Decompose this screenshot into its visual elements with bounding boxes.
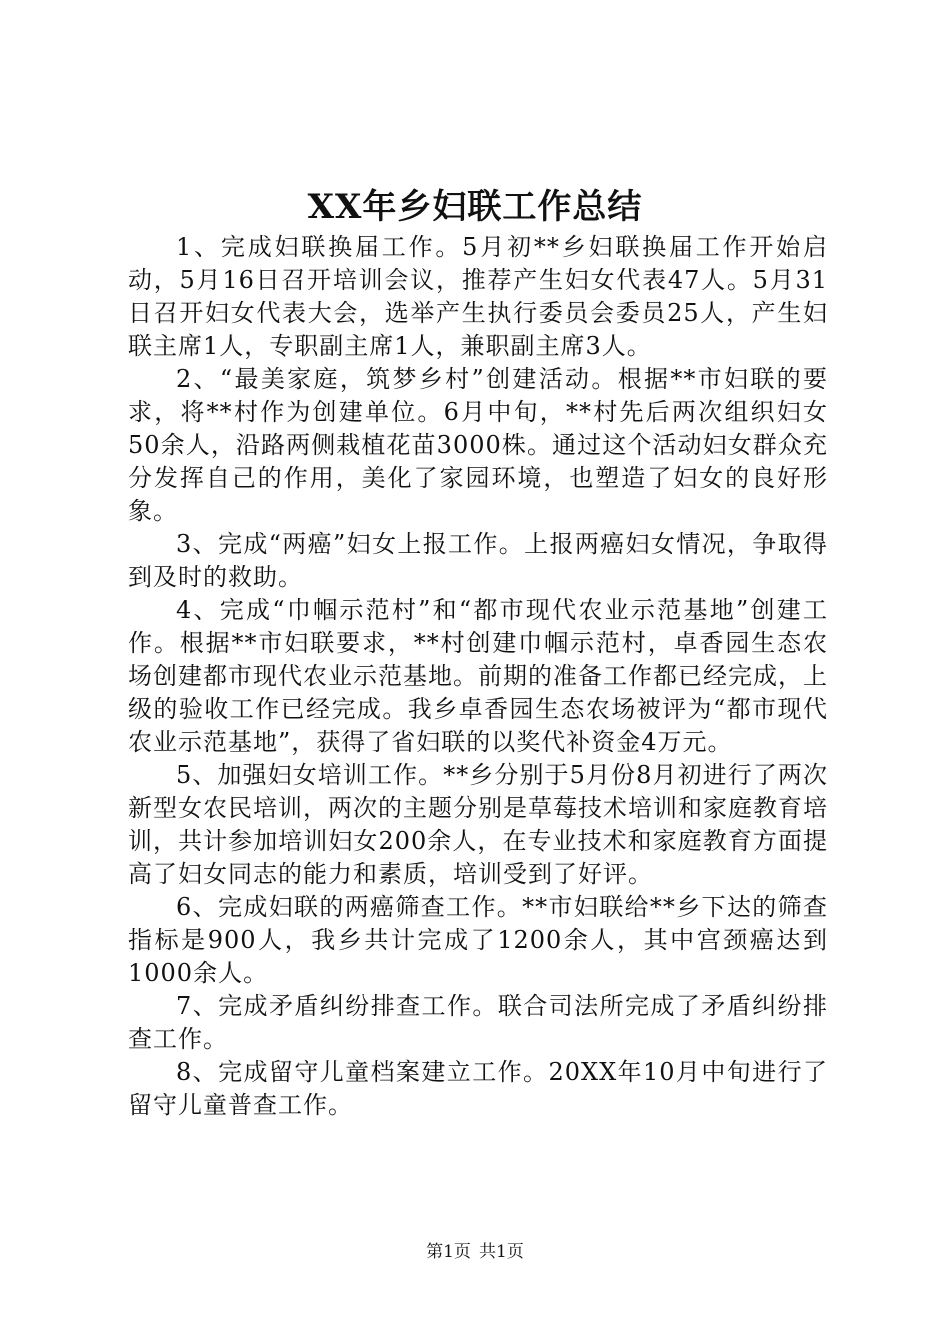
page-total: 共1页 — [479, 1242, 524, 1262]
paragraph-3: 3、完成“两癌”妇女上报工作。上报两癌妇女情况，争取得到及时的救助。 — [128, 530, 828, 591]
paragraph-5: 5、加强妇女培训工作。**乡分别于5月份8月初进行了两次新型女农民培训，两次的主题分别是草莓技术培训和家庭教育培训，共计参加培训妇女200余人，在专业技术和家庭教育方面提高了妇女同志的能力和素质，培训受到了好评。 — [128, 761, 828, 888]
paragraph-2: 2、“最美家庭，筑梦乡村”创建活动。根据**市妇联的要求，将**村作为创建单位。6月中旬，**村先后两次组织妇女50余人，沿路两侧栽植花苗3000株。通过这个活动妇女群众充分发挥自己的作用，美化了家园环境，也塑造了妇女的良好形象。 — [128, 365, 828, 525]
paragraph-6: 6、完成妇联的两癌筛查工作。**市妇联给**乡下达的筛查指标是900人，我乡共计完成了1200余人，其中宫颈癌达到1000余人。 — [128, 893, 828, 987]
paragraph-8: 8、完成留守儿童档案建立工作。20XX年10月中旬进行了留守儿童普查工作。 — [128, 1058, 828, 1119]
paragraph-7: 7、完成矛盾纠纷排查工作。联合司法所完成了矛盾纠纷排查工作。 — [128, 992, 828, 1053]
document-title: XX年乡妇联工作总结 — [307, 187, 643, 227]
paragraph-1: 1、完成妇联换届工作。5月初**乡妇联换届工作开始启动，5月16日召开培训会议，推荐产生妇女代表47人。5月31日召开妇女代表大会，选举产生执行委员会委员25人，产生妇联主席1人，专职副主席1人，兼职副主席3人。 — [128, 233, 828, 360]
paragraph-4: 4、完成“巾帼示范村”和“都市现代农业示范基地”创建工作。根据**市妇联要求，**村创建巾帼示范村，卓香园生态农场创建都市现代农业示范基地。前期的准备工作都已经完成，上级的验收工作已经完成。我乡卓香园生态农场被评为“都市现代农业示范基地”，获得了省妇联的以奖代补资金4万元。 — [128, 596, 828, 756]
page-number: 第1页 — [426, 1242, 471, 1262]
page-footer — [0, 1240, 950, 1264]
document-body — [128, 231, 828, 1122]
